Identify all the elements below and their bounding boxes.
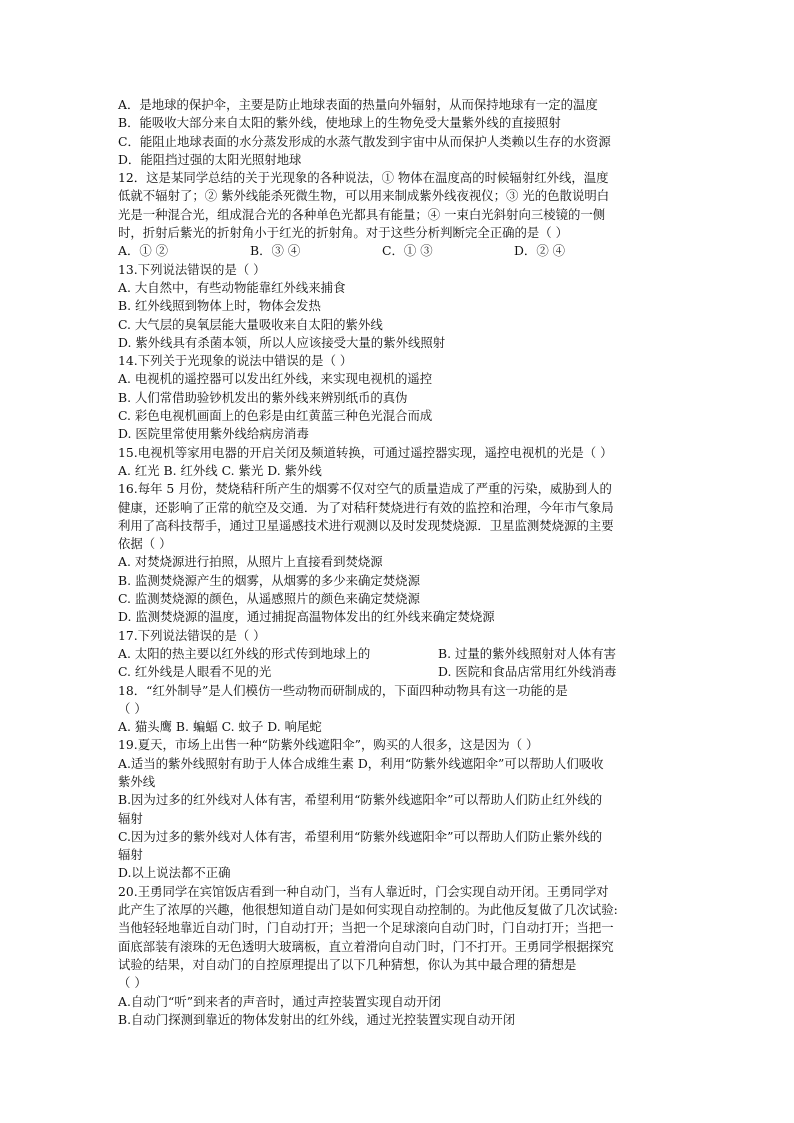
q11-option-c: C．能阻止地球表面的水分蒸发形成的水蒸气散发到宇宙中从而保护人类赖以生存的水资源 — [118, 133, 611, 149]
q12-options — [118, 242, 684, 260]
q16-option-a: A. 对焚烧源进行拍照，从照片上直接看到焚烧源 — [118, 554, 383, 570]
q19-line: 辐射 — [118, 810, 143, 826]
q17-option-b: B. 过量的紫外线照射对人体有害 — [438, 645, 617, 661]
q14-option-a: A. 电视机的遥控器可以发出红外线，来实现电视机的遥控 — [118, 371, 433, 387]
q20-stem-line: 此产生了浓厚的兴趣，他很想知道自动门是如何实现自动控制的。为此他反复做了几次试验: — [118, 902, 618, 918]
q20-stem-line: 20.王勇同学在宾馆饭店看到一种自动门，当有人靠近时，门会实现自动开闭。王勇同学对 — [118, 883, 609, 899]
q12-option-b: B．③ ④ — [250, 243, 301, 259]
q13-option-a: A. 大自然中，有些动物能靠红外线来捕食 — [118, 279, 346, 295]
q16-stem-line: 16.每年 5 月份，焚烧秸秆所产生的烟雾不仅对空气的质量造成了严重的污染，威胁到人的 — [118, 481, 612, 497]
q17-options-row — [118, 645, 684, 663]
q20-stem-line: 当他轻轻地靠近自动门时，门自动打开；当把一个足球滚向自动门时，门自动打开；当把一 — [118, 920, 614, 936]
q17-option-c: C. 红外线是人眼看不见的光 — [118, 664, 272, 680]
q20-option-b: B.自动门探测到靠近的物体发射出的红外线，通过光控装置实现自动开闭 — [118, 1011, 516, 1027]
q19-line: A.适当的紫外线照射有助于人体合成维生素 D，利用“防紫外线遮阳伞”可以帮助人们吸收 — [118, 755, 604, 771]
q12-stem-line: 光是一种混合光，组成混合光的各种单色光都具有能量；④ 一束白光斜射向三棱镜的一侧 — [118, 206, 606, 222]
q11-option-a: A．是地球的保护伞，主要是防止地球表面的热量向外辐射，从而保持地球有一定的温度 — [118, 97, 598, 112]
q14-option-c: C. 彩色电视机画面上的色彩是由红黄蓝三种色光混合而成 — [118, 408, 433, 424]
q16-option-d: D. 监测焚烧源的温度，通过捕捉高温物体发出的红外线来确定焚烧源 — [118, 609, 495, 625]
q12-option-a: A．① ② — [118, 243, 169, 259]
q12-option-d: D．② ④ — [514, 243, 566, 259]
q18-answer-blank: （ ） — [118, 700, 147, 716]
q18-options: A. 猫头鹰 B. 蝙蝠 C. 蚊子 D. 响尾蛇 — [118, 719, 322, 735]
q14-option-b: B. 人们常借助验钞机发出的紫外线来辨别纸币的真伪 — [118, 389, 408, 405]
q18-stem: 18．“红外制导”是人们模仿一些动物而研制成的，下面四种动物具有这一功能的是 — [118, 682, 568, 698]
q12-option-c: C．① ③ — [382, 243, 433, 259]
q12-stem-line: 低就不辐射了；② 紫外线能杀死微生物，可以用来制成紫外线夜视仪；③ 光的色散说明白 — [118, 188, 610, 204]
q13-stem: 13.下列说法错误的是（ ） — [118, 261, 266, 277]
q15-stem: 15.电视机等家用电器的开启关闭及频道转换，可通过遥控器实现，遥控电视机的光是（ ） — [118, 444, 613, 460]
q11-option-b: B．能吸收大部分来自太阳的紫外线，使地球上的生物免受大量紫外线的直接照射 — [118, 115, 561, 131]
worksheet-page — [118, 96, 684, 1029]
q19-stem: 19.夏天，市场上出售一种“防紫外线遮阳伞”，购买的人很多，这是因为（ ） — [118, 737, 539, 753]
q16-option-b: B. 监测焚烧源产生的烟雾，从烟雾的多少来确定焚烧源 — [118, 572, 420, 588]
q12-stem-line: 12．这是某同学总结的关于光现象的各种说法，① 物体在温度高的时候辐射红外线，温度 — [118, 170, 609, 186]
q17-option-d: D. 医院和食品店常用红外线消毒 — [438, 664, 617, 680]
q17-stem: 17.下列说法错误的是（ ） — [118, 627, 266, 643]
q17-option-a: A. 太阳的热主要以红外线的形式传到地球上的 — [118, 645, 371, 661]
q16-option-c: C. 监测焚烧源的颜色，从遥感照片的颜色来确定焚烧源 — [118, 591, 420, 607]
q13-option-b: B. 红外线照到物体上时，物体会发热 — [118, 298, 321, 314]
q20-stem-line: 面底部装有滚珠的无色透明大玻璃板，直立着滑向自动门时，门不打开。王勇同学根据探究 — [118, 938, 614, 954]
q19-line: B.因为过多的红外线对人体有害，希望利用“防紫外线遮阳伞”可以帮助人们防止红外线的 — [118, 792, 603, 808]
q13-option-c: C. 大气层的臭氧层能大量吸收来自太阳的紫外线 — [118, 316, 383, 332]
q17-options-row — [118, 663, 684, 681]
q12-stem-line: 时，折射后紫光的折射角小于红光的折射角。对于这些分析判断完全正确的是（ ） — [118, 225, 569, 241]
q16-stem-line: 依据（ ） — [118, 536, 172, 552]
q15-options: A. 红光 B. 红外线 C. 紫光 D. 紫外线 — [118, 462, 322, 478]
q16-stem-line: 健康，还影响了正常的航空及交通．为了对秸秆焚烧进行有效的监控和治理，今年市气象局 — [118, 499, 614, 515]
q11-option-d: D．能阻挡过强的太阳光照射地球 — [118, 151, 302, 167]
q19-line: 紫外线 — [118, 773, 156, 789]
q19-line: 辐射 — [118, 847, 143, 863]
q16-stem-line: 利用了高科技帮手，通过卫星遥感技术进行观测以及时发现焚烧源．卫星监测焚烧源的主要 — [118, 517, 614, 533]
q20-stem-line: （ ） — [118, 975, 147, 991]
q19-line: D.以上说法都不正确 — [118, 865, 231, 881]
q19-line: C.因为过多的紫外线对人体有害，希望利用“防紫外线遮阳伞”可以帮助人们防止紫外线的 — [118, 828, 603, 844]
q14-stem: 14.下列关于光现象的说法中错误的是（ ） — [118, 353, 353, 369]
q14-option-d: D. 医院里常使用紫外线给病房消毒 — [118, 426, 309, 442]
q20-option-a: A.自动门“听”到来者的声音时，通过声控装置实现自动开闭 — [118, 993, 441, 1009]
q20-stem-line: 试验的结果，对自动门的自控原理提出了以下几种猜想，你认为其中最合理的猜想是 — [118, 956, 577, 972]
q13-option-d: D. 紫外线具有杀菌本领，所以人应该接受大量的紫外线照射 — [118, 334, 446, 350]
